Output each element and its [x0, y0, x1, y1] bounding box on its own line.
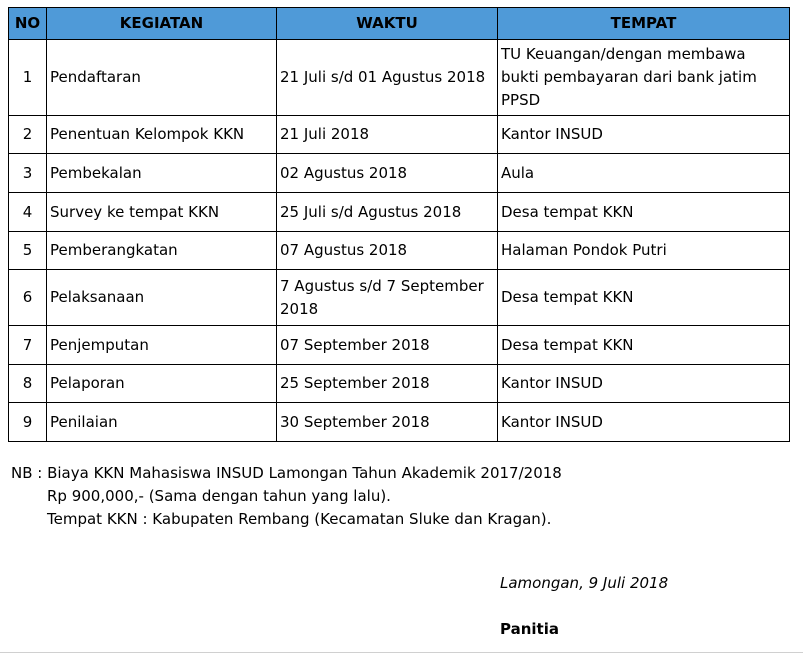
cell-tempat: Kantor INSUD	[498, 403, 790, 442]
cell-waktu: 02 Agustus 2018	[277, 154, 498, 193]
header-kegiatan: KEGIATAN	[47, 8, 277, 40]
table-row	[9, 232, 790, 270]
page-bottom-divider	[0, 652, 803, 653]
cell-waktu: 07 Agustus 2018	[277, 232, 498, 270]
table-row	[9, 403, 790, 442]
note-block	[11, 462, 562, 531]
cell-waktu: 7 Agustus s/d 7 September 2018	[277, 270, 498, 326]
note-line-location: Tempat KKN : Kabupaten Rembang (Kecamatan Sluke dan Kragan).	[47, 510, 552, 528]
cell-waktu: 07 September 2018	[277, 326, 498, 365]
cell-no: 2	[9, 116, 47, 154]
cell-kegiatan: Pemberangkatan	[47, 232, 277, 270]
schedule-table	[8, 7, 790, 442]
cell-kegiatan: Penjemputan	[47, 326, 277, 365]
cell-kegiatan: Pelaksanaan	[47, 270, 277, 326]
cell-kegiatan: Survey ke tempat KKN	[47, 193, 277, 232]
cell-kegiatan: Pelaporan	[47, 365, 277, 403]
signature-place-date: Lamongan, 9 Juli 2018	[500, 574, 669, 592]
cell-tempat: Desa tempat KKN	[498, 270, 790, 326]
note-line-fee-title: NB : Biaya KKN Mahasiswa INSUD Lamongan Tahun Akademik 2017/2018	[11, 464, 562, 482]
table-row	[9, 40, 790, 116]
cell-kegiatan: Penilaian	[47, 403, 277, 442]
cell-waktu: 25 September 2018	[277, 365, 498, 403]
cell-tempat: Halaman Pondok Putri	[498, 232, 790, 270]
table-row	[9, 326, 790, 365]
cell-tempat: Kantor INSUD	[498, 365, 790, 403]
header-no: NO	[9, 8, 47, 40]
cell-kegiatan: Pembekalan	[47, 154, 277, 193]
cell-no: 3	[9, 154, 47, 193]
cell-no: 5	[9, 232, 47, 270]
cell-no: 7	[9, 326, 47, 365]
cell-kegiatan: Penentuan Kelompok KKN	[47, 116, 277, 154]
cell-tempat: Desa tempat KKN	[498, 326, 790, 365]
table-row	[9, 270, 790, 326]
table-header-row	[9, 8, 790, 40]
cell-no: 9	[9, 403, 47, 442]
table-row	[9, 154, 790, 193]
cell-tempat: Kantor INSUD	[498, 116, 790, 154]
table-row	[9, 116, 790, 154]
cell-no: 4	[9, 193, 47, 232]
header-tempat: TEMPAT	[498, 8, 790, 40]
cell-waktu: 30 September 2018	[277, 403, 498, 442]
cell-no: 1	[9, 40, 47, 116]
cell-no: 6	[9, 270, 47, 326]
cell-tempat: TU Keuangan/dengan membawa bukti pembayaran dari bank jatim PPSD	[498, 40, 790, 116]
cell-no: 8	[9, 365, 47, 403]
note-line-fee-amount: Rp 900,000,- (Sama dengan tahun yang lalu).	[47, 487, 391, 505]
table-row	[9, 365, 790, 403]
table-row	[9, 193, 790, 232]
cell-tempat: Aula	[498, 154, 790, 193]
cell-tempat: Desa tempat KKN	[498, 193, 790, 232]
signature-signer: Panitia	[500, 620, 559, 638]
cell-waktu: 25 Juli s/d Agustus 2018	[277, 193, 498, 232]
cell-waktu: 21 Juli 2018	[277, 116, 498, 154]
header-waktu: WAKTU	[277, 8, 498, 40]
cell-kegiatan: Pendaftaran	[47, 40, 277, 116]
cell-waktu: 21 Juli s/d 01 Agustus 2018	[277, 40, 498, 116]
